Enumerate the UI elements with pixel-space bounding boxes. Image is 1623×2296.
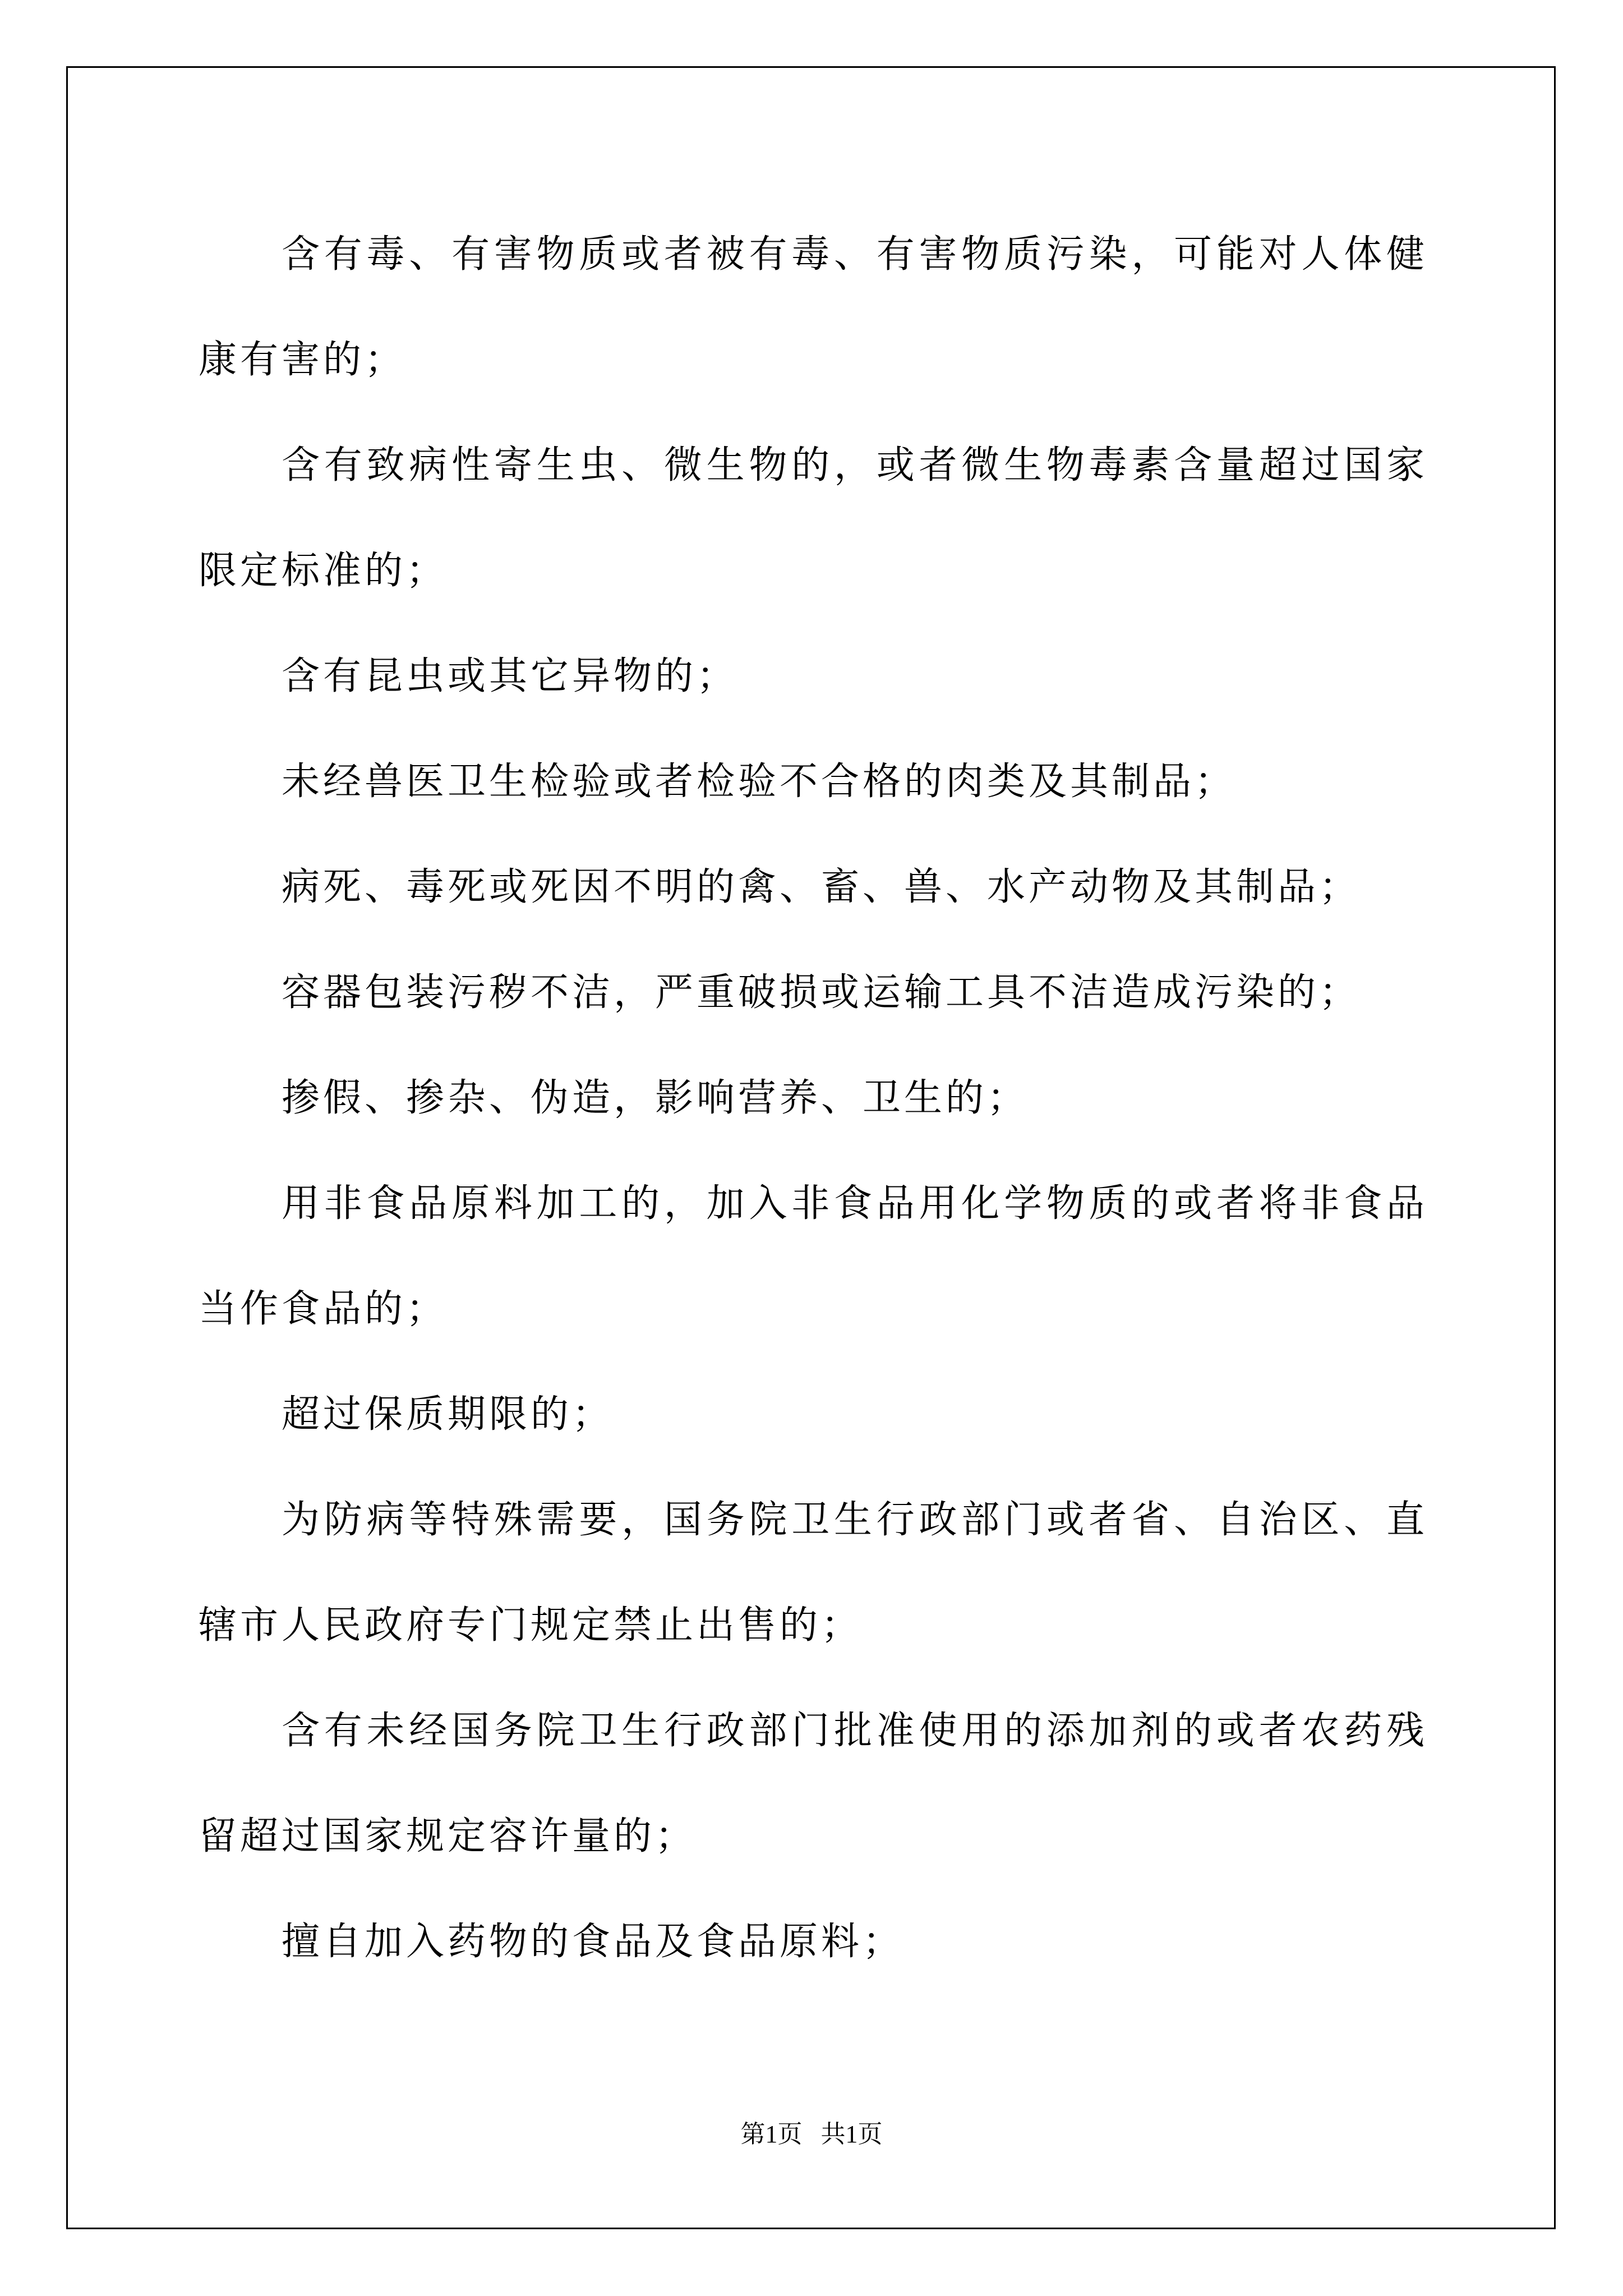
paragraph: 含有致病性寄生虫、微生物的，或者微生物毒素含量超过国家限定标准的； xyxy=(199,443,1428,593)
paragraph: 病死、毒死或死因不明的禽、畜、兽、水产动物及其制品； xyxy=(282,865,1361,909)
paragraph: 含有未经国务院卫生行政部门批准使用的添加剂的或者农药残留超过国家规定容许量的； xyxy=(199,1709,1428,1858)
page-number-current: 第1页 xyxy=(740,2120,803,2148)
paragraph: 超过保质期限的； xyxy=(282,1392,614,1437)
page-number-total: 共1页 xyxy=(820,2120,883,2148)
paragraph: 用非食品原料加工的，加入非食品用化学物质的或者将非食品当作食品的； xyxy=(199,1181,1428,1331)
document-body xyxy=(199,202,1428,1995)
paragraph: 掺假、掺杂、伪造，影响营养、卫生的； xyxy=(282,1076,1029,1120)
paragraph: 含有昆虫或其它异物的； xyxy=(282,654,739,698)
footer-spacer xyxy=(803,2120,821,2148)
paragraph: 含有毒、有害物质或者被有毒、有害物质污染，可能对人体健康有害的； xyxy=(199,232,1428,382)
page-footer xyxy=(0,2118,1623,2151)
paragraph: 为防病等特殊需要，国务院卫生行政部门或者省、自治区、直辖市人民政府专门规定禁止出售的； xyxy=(199,1498,1428,1648)
paragraph: 擅自加入药物的食品及食品原料； xyxy=(282,1920,905,1964)
paragraph: 容器包装污秽不洁，严重破损或运输工具不洁造成污染的； xyxy=(282,970,1361,1015)
paragraph: 未经兽医卫生检验或者检验不合格的肉类及其制品； xyxy=(282,760,1237,804)
